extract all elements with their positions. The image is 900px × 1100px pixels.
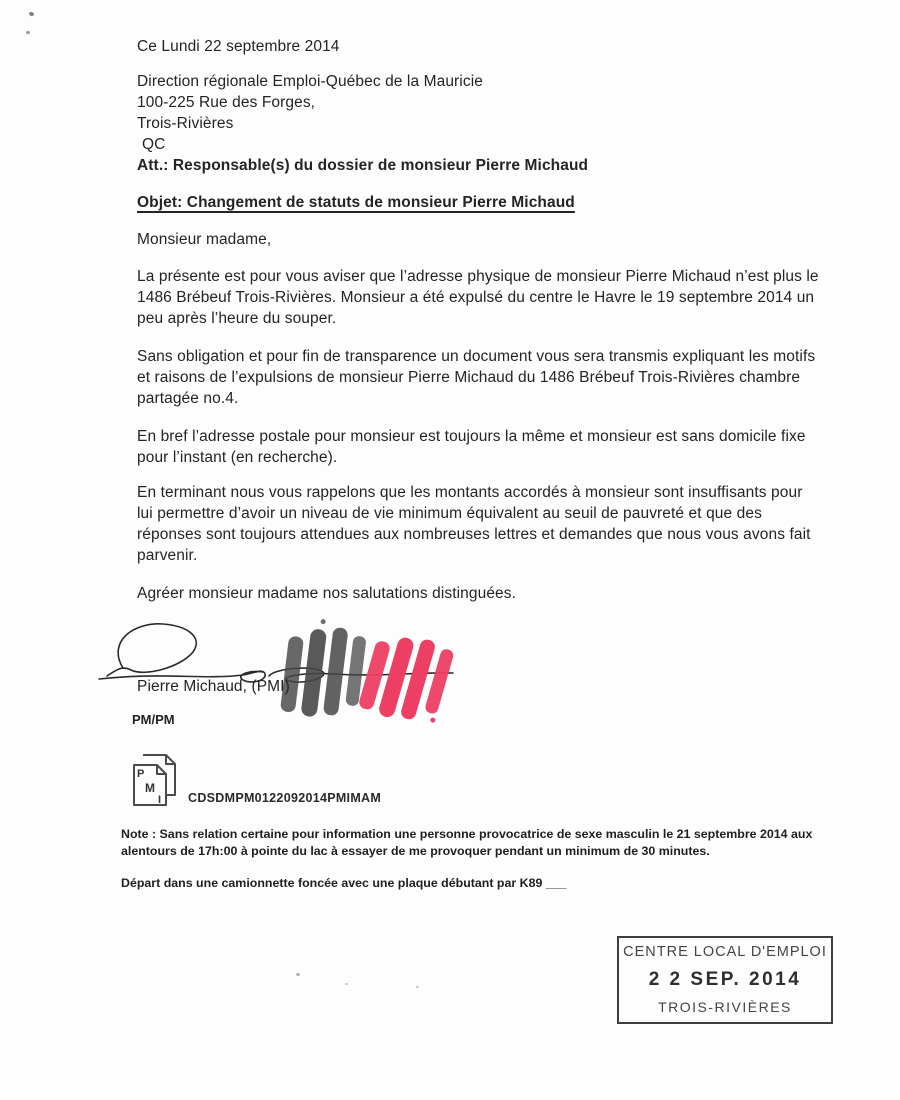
recipient-line-city: Trois-Rivières (137, 115, 234, 132)
recipient-line-street: 100-225 Rue des Forges, (137, 94, 316, 111)
letter-date: Ce Lundi 22 septembre 2014 (137, 38, 340, 55)
recipient-line-organization: Direction régionale Emploi-Québec de la Mauricie (137, 73, 483, 90)
scan-speck (28, 11, 34, 16)
paragraph-amounts-insufficient: En terminant nous vous rappelons que les montants accordés à monsieur sont insuffisants pour lui permettre d’avoir un niveau de vie minimum équivalent au seuil de pauvreté et que des réponses sont toujours attendues aux nombreuses lettres et demandes que nous vous avons fait parvenir. (137, 484, 811, 564)
paragraph-expulsion-motifs: Sans obligation et pour fin de transparence un document vous sera transmis expliquant les motifs et raisons de l’expulsions de monsieur Pierre Michaud du 1486 Brébeuf Trois-Rivières chambre partagée no.4. (137, 348, 816, 407)
pink-ink-stamp-mark (357, 626, 456, 728)
paragraph-postal-address: En bref l’adresse postale pour monsieur est toujours la même et monsieur est sans domicile fixe pour l’instant (en recherche). (137, 428, 806, 466)
signer-name: Pierre Michaud, (PMI) (137, 678, 290, 695)
reference-code: CDSDMPM0122092014PMIMAM (188, 791, 382, 805)
black-ink-stamp-mark (280, 615, 368, 722)
scan-speck (26, 31, 30, 34)
reception-stamp (617, 936, 833, 1024)
subject-line: Objet: Changement de statuts de monsieur Pierre Michaud (137, 194, 575, 211)
logo-letter-m: M (145, 781, 155, 795)
attention-line: Att.: Responsable(s) du dossier de monsieur Pierre Michaud (137, 157, 589, 174)
signature-and-ink-marks (93, 610, 465, 728)
recipient-address-block (137, 71, 697, 176)
salutation: Monsieur madame, (137, 231, 272, 248)
stamp-city: TROIS-RIVIÈRES (658, 999, 792, 1015)
initials-line: PM/PM (132, 712, 175, 727)
logo-letter-p: P (137, 768, 145, 780)
closing-line: Agréer monsieur madame nos salutations distinguées. (137, 585, 517, 602)
logo-letter-i: I (158, 794, 162, 806)
stamp-office-name: CENTRE LOCAL D'EMPLOI (623, 944, 827, 960)
scan-speck (416, 986, 419, 988)
paragraph-address-change: La présente est pour vous aviser que l’adresse physique de monsieur Pierre Michaud n’est plus le 1486 Brébeuf Trois-Rivières. Monsieur a été expulsé du centre le Havre le 19 septembre 2014 un peu après l’heure du souper. (137, 268, 819, 327)
stamp-date: 2 2 SEP. 2014 (648, 968, 802, 990)
scan-speck (345, 983, 348, 985)
pmi-document-logo-icon (126, 751, 186, 811)
departure-line: Départ dans une camionnette foncée avec une plaque débutant par K89 ___ (121, 876, 567, 890)
scan-speck (296, 973, 300, 976)
note-paragraph: Note : Sans relation certaine pour information une personne provocatrice de sexe masculin le 21 septembre 2014 aux alentours de 17h:00 à pointe du lac à essayer de me provoquer pendant un minimum de 30 minutes. (121, 827, 813, 858)
recipient-line-province: QC (142, 136, 166, 153)
